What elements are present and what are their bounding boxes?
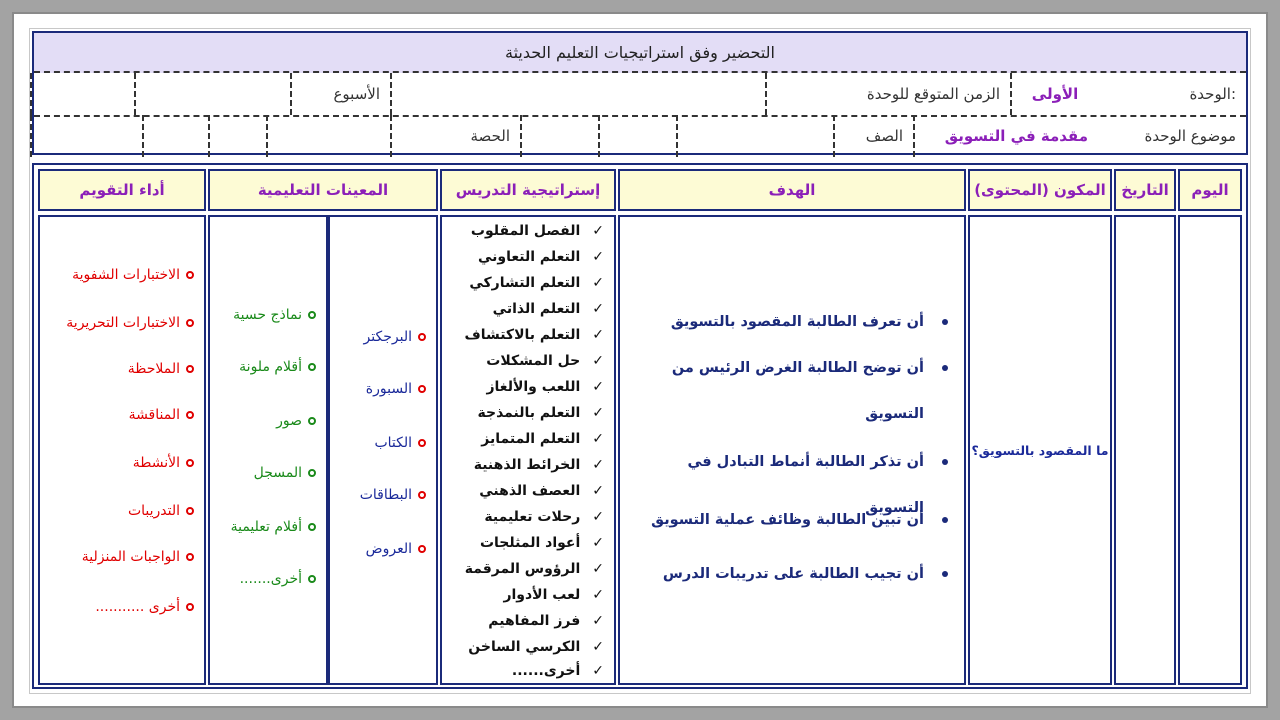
aid-item <box>254 465 316 481</box>
strategy-text: رحلات تعليمية <box>484 509 581 525</box>
circle-icon <box>186 507 194 515</box>
page-title: التحضير وفق استراتيجيات التعليم الحديثة <box>34 33 1246 73</box>
class-value-cell-3 <box>520 115 598 157</box>
strategy-item <box>481 431 604 447</box>
check-icon: ✓ <box>592 223 604 239</box>
check-icon: ✓ <box>592 561 604 577</box>
strategy-item <box>468 639 604 655</box>
aid-text: أفلام تعليمية <box>230 519 302 535</box>
check-icon: ✓ <box>592 587 604 603</box>
circle-icon <box>308 575 316 583</box>
content-cell <box>968 215 1112 685</box>
aid-item <box>364 329 426 345</box>
week-value-cell-2 <box>30 73 134 115</box>
check-icon: ✓ <box>592 613 604 629</box>
check-icon: ✓ <box>592 663 604 679</box>
circle-icon <box>186 365 194 373</box>
bullet-icon <box>942 517 948 523</box>
aid-text: البرجكتر <box>363 329 412 345</box>
assessment-item <box>72 267 194 283</box>
aid-text: أخرى....... <box>239 571 302 587</box>
strategy-text: التعلم بالنمذجة <box>477 405 581 421</box>
day-cell <box>1178 215 1242 685</box>
strategy-text: التعلم بالاكتشاف <box>464 327 581 343</box>
circle-icon <box>186 553 194 561</box>
goal-cell <box>618 215 966 685</box>
header-row-topic <box>34 115 1246 157</box>
strategy-item <box>465 561 604 577</box>
aids-cell-materials <box>208 215 328 685</box>
bullet-icon <box>942 319 948 325</box>
check-icon: ✓ <box>592 327 604 343</box>
goal-text: أن تعرف الطالبة المقصود بالتسويق <box>670 314 924 330</box>
strategy-text: الفصل المقلوب <box>470 223 581 239</box>
aid-item <box>366 381 426 397</box>
check-icon: ✓ <box>592 301 604 317</box>
check-icon: ✓ <box>592 639 604 655</box>
assessment-text: الملاحظة <box>127 361 180 377</box>
check-icon: ✓ <box>592 379 604 395</box>
page-inner-border <box>29 28 1251 694</box>
assessment-text: الواجبات المنزلية <box>81 549 180 565</box>
aid-item <box>276 413 316 429</box>
circle-icon <box>186 319 194 327</box>
strategy-text: أخرى...... <box>511 663 581 679</box>
strategy-text: لعب الأدوار <box>503 587 581 603</box>
strategy-text: التعلم المتمايز <box>481 431 581 447</box>
aid-text: البطاقات <box>359 487 412 503</box>
aid-text: العروض <box>365 541 412 557</box>
aid-text: الكتاب <box>374 435 412 451</box>
check-icon: ✓ <box>592 275 604 291</box>
column-header-day: اليوم <box>1178 169 1242 211</box>
aid-item <box>239 359 316 375</box>
circle-icon <box>308 311 316 319</box>
strategy-text: التعلم الذاتي <box>492 301 581 317</box>
check-icon: ✓ <box>592 431 604 447</box>
strategy-item <box>512 663 604 679</box>
goal-text: أن تذكر الطالبة أنماط التبادل في التسويق <box>687 454 924 516</box>
circle-icon <box>418 491 426 499</box>
goal-text: أن تبين الطالبة وظائف عملية التسويق <box>651 512 924 528</box>
bullet-icon <box>942 365 948 371</box>
aids-cell-devices <box>328 215 438 685</box>
strategy-text: التعلم التشاركي <box>469 275 581 291</box>
goal-item <box>628 299 948 345</box>
check-icon: ✓ <box>592 405 604 421</box>
circle-icon <box>308 523 316 531</box>
strategy-item <box>480 535 604 551</box>
strategy-item <box>503 587 604 603</box>
header-table <box>32 31 1248 155</box>
strategy-text: الرؤوس المرقمة <box>464 561 581 577</box>
period-label: الحصة <box>390 115 520 157</box>
goal-item <box>628 345 948 437</box>
circle-icon <box>308 469 316 477</box>
circle-icon <box>308 417 316 425</box>
unit-label: الوحدة: <box>1189 85 1236 103</box>
column-header-goal: الهدف <box>618 169 966 211</box>
strategy-text: أعواد المثلجات <box>479 535 581 551</box>
class-label: الصف <box>833 115 913 157</box>
strategy-item <box>477 405 604 421</box>
column-header-strategy: إستراتيجية التدريس <box>440 169 616 211</box>
aid-text: السبورة <box>365 381 412 397</box>
topic-label: موضوع الوحدة <box>1144 127 1236 145</box>
assessment-item <box>82 549 194 565</box>
goal-item <box>628 551 948 597</box>
circle-icon <box>418 439 426 447</box>
strategy-text: اللعب والألغاز <box>486 379 581 395</box>
aid-item <box>374 435 426 451</box>
lesson-plan-table <box>32 163 1248 689</box>
content-text: ما المقصود بالتسويق؟ <box>971 442 1109 458</box>
class-value-cell-2 <box>598 115 676 157</box>
strategy-text: الكرسي الساخن <box>468 639 581 655</box>
aid-text: المسجل <box>253 465 302 481</box>
circle-icon <box>186 411 194 419</box>
assessment-item <box>95 599 194 615</box>
header-row-unit <box>34 73 1246 117</box>
strategy-text: العصف الذهني <box>479 483 581 499</box>
check-icon: ✓ <box>592 457 604 473</box>
check-icon: ✓ <box>592 509 604 525</box>
strategy-item <box>486 353 604 369</box>
strategy-text: فرز المفاهيم <box>488 613 581 629</box>
column-header-aids: المعينات التعليمية <box>208 169 438 211</box>
aid-text: أقلام ملونة <box>239 359 302 375</box>
strategy-item <box>486 379 604 395</box>
check-icon: ✓ <box>592 353 604 369</box>
strategy-item <box>484 509 604 525</box>
aid-item <box>360 487 426 503</box>
aid-item <box>233 307 316 323</box>
assessment-cell <box>38 215 206 685</box>
circle-icon <box>186 271 194 279</box>
circle-icon <box>418 333 426 341</box>
strategy-item <box>493 301 604 317</box>
bullet-icon <box>942 459 948 465</box>
assessment-item <box>128 361 194 377</box>
period-value-cell <box>266 115 390 157</box>
goal-text: أن توضح الطالبة الغرض الرئيس من التسويق <box>671 360 924 422</box>
period-value-cell-2 <box>208 115 266 157</box>
assessment-text: التدريبات <box>127 503 180 519</box>
assessment-item <box>129 407 194 423</box>
class-value-cell <box>676 115 833 157</box>
date-cell <box>1114 215 1176 685</box>
assessment-text: الاختبارات التحريرية <box>66 315 180 331</box>
period-value-cell-4 <box>30 115 142 157</box>
circle-icon <box>186 603 194 611</box>
circle-icon <box>418 545 426 553</box>
assessment-text: الاختبارات الشفوية <box>72 267 180 283</box>
column-header-assessment: أداء التقويم <box>38 169 206 211</box>
strategy-item <box>478 249 604 265</box>
strategy-item <box>464 327 604 343</box>
assessment-text: المناقشة <box>128 407 180 423</box>
assessment-item <box>133 455 194 471</box>
page-frame <box>12 12 1268 708</box>
circle-icon <box>308 363 316 371</box>
column-header-content: المكون (المحتوى) <box>968 169 1112 211</box>
assessment-item <box>128 503 194 519</box>
aid-item <box>231 519 316 535</box>
goal-text: أن تجيب الطالبة على تدريبات الدرس <box>662 566 924 582</box>
column-header-date: التاريخ <box>1114 169 1176 211</box>
circle-icon <box>418 385 426 393</box>
strategy-item <box>488 613 604 629</box>
circle-icon <box>186 459 194 467</box>
check-icon: ✓ <box>592 483 604 499</box>
strategy-item <box>469 275 604 291</box>
strategy-text: الخرائط الذهنية <box>473 457 581 473</box>
strategy-item <box>479 483 604 499</box>
bullet-icon <box>942 571 948 577</box>
assessment-text: أخرى ........... <box>95 599 180 615</box>
week-value-cell <box>134 73 290 115</box>
aid-text: صور <box>276 413 302 429</box>
check-icon: ✓ <box>592 535 604 551</box>
strategy-text: التعلم التعاوني <box>477 249 581 265</box>
topic-value: مقدمة في التسويق <box>913 115 1098 157</box>
strategy-item <box>474 457 604 473</box>
aid-item <box>366 541 426 557</box>
strategy-item <box>471 223 604 239</box>
period-value-cell-3 <box>142 115 208 157</box>
strategy-cell <box>440 215 616 685</box>
goal-item <box>628 497 948 543</box>
week-label: الأسبوع <box>290 73 390 115</box>
aid-text: نماذج حسية <box>233 307 302 323</box>
unit-value: الأولى <box>1010 73 1098 115</box>
check-icon: ✓ <box>592 249 604 265</box>
assessment-item <box>66 315 194 331</box>
duration-value-cell <box>390 73 765 115</box>
aid-item <box>240 571 316 587</box>
duration-label: الزمن المتوقع للوحدة <box>765 73 1010 115</box>
strategy-text: حل المشكلات <box>486 353 581 369</box>
assessment-text: الأنشطة <box>132 455 180 471</box>
